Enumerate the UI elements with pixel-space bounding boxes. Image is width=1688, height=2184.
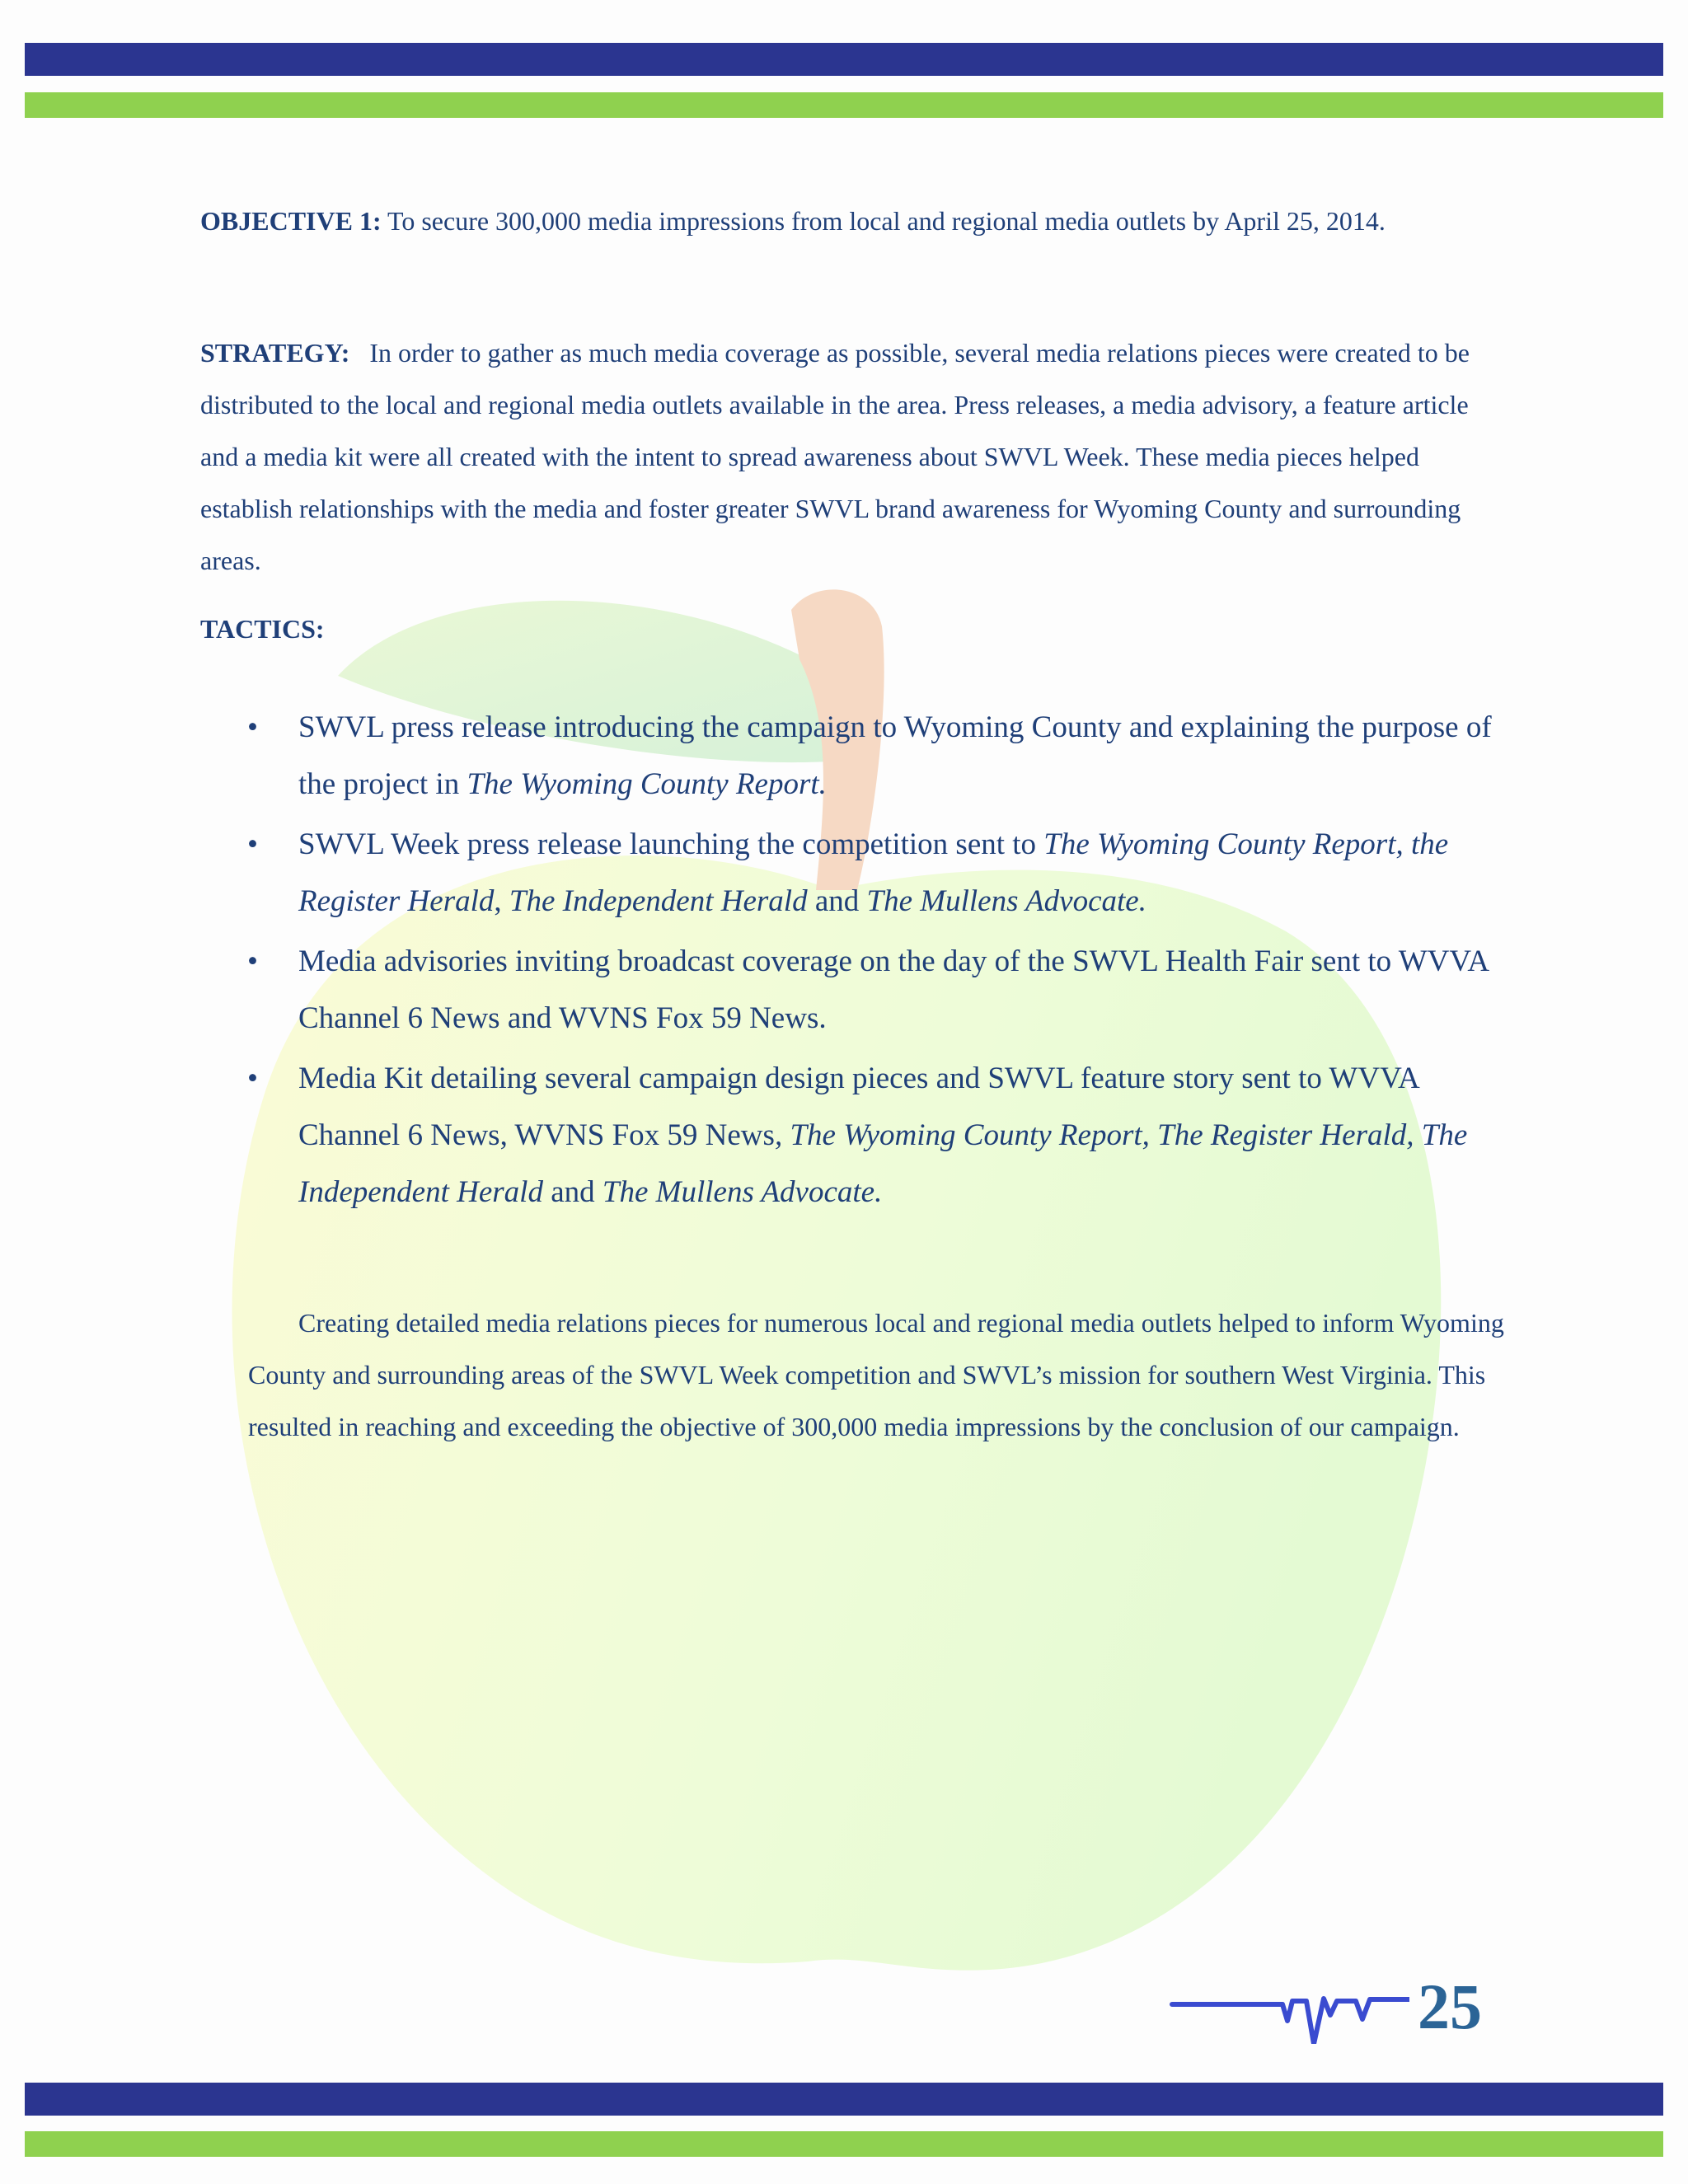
tactic-text: and bbox=[807, 884, 867, 918]
strategy-text: In order to gather as much media coverage as possible, several media relations pieces were created to be distributed to the local and regional media outlets available in the area. Press releases, a media advisory, a feature article and a media kit were all created with the intent to spread awareness about SWVL Week. These media pieces helped establish relationships with the media and foster greater SWVL brand awareness for Wyoming County and surrounding areas. bbox=[200, 338, 1476, 575]
tactics-heading: TACTICS: bbox=[200, 614, 325, 644]
tactics-list bbox=[247, 699, 1517, 1224]
tactic-text: SWVL Week press release launching the competition sent to bbox=[298, 827, 1044, 861]
strategy-paragraph bbox=[200, 327, 1486, 587]
tactic-text: SWVL press release introducing the campaign to Wyoming County and explaining the purpose of the project in bbox=[298, 710, 1492, 801]
list-item bbox=[247, 699, 1517, 813]
heartbeat-line-icon bbox=[1162, 1970, 1409, 2044]
publication-name: The Mullens Advocate. bbox=[602, 1175, 883, 1209]
publication-name: , The Wyoming County Report, The Register Herald, The Independent Herald bbox=[298, 1118, 1468, 1209]
publication-name: The Wyoming County Report, the Register Herald bbox=[298, 827, 1449, 918]
page-number: 25 bbox=[1418, 1971, 1482, 2042]
tactic-text: , bbox=[494, 884, 509, 918]
list-item bbox=[247, 933, 1517, 1047]
bottom-green-bar bbox=[25, 2131, 1663, 2157]
objective-text: To secure 300,000 media impressions from local and regional media outlets by April 25, 2014. bbox=[381, 206, 1386, 236]
publication-name: The Wyoming County Report. bbox=[467, 767, 827, 801]
list-item bbox=[247, 1050, 1517, 1221]
tactic-text: Media advisories inviting broadcast coverage on the day of the SWVL Health Fair sent to WVVA Channel 6 News and WVNS Fox 59 News. bbox=[298, 944, 1488, 1035]
tactic-text: and bbox=[542, 1175, 603, 1209]
list-item bbox=[247, 816, 1517, 930]
strategy-label: STRATEGY: bbox=[200, 338, 350, 368]
publication-name: The Independent Herald bbox=[509, 884, 808, 918]
objective-paragraph bbox=[200, 195, 1486, 247]
tactic-text: Media Kit detailing several campaign design pieces and SWVL feature story sent to WVVA Channel 6 News, WVNS Fox 59 News bbox=[298, 1062, 1418, 1152]
conclusion-paragraph: Creating detailed media relations pieces for numerous local and regional media outlets helped to inform Wyoming County and surrounding areas of the SWVL Week competition and SWVL’s mission for southern West Virginia. This resulted in reaching and exceeding the objective of 300,000 media impressions by the conclusion of our campaign. bbox=[248, 1308, 1504, 1441]
objective-label: OBJECTIVE 1: bbox=[200, 206, 382, 236]
bottom-blue-bar bbox=[25, 2083, 1663, 2116]
publication-name: The Mullens Advocate. bbox=[866, 884, 1146, 918]
